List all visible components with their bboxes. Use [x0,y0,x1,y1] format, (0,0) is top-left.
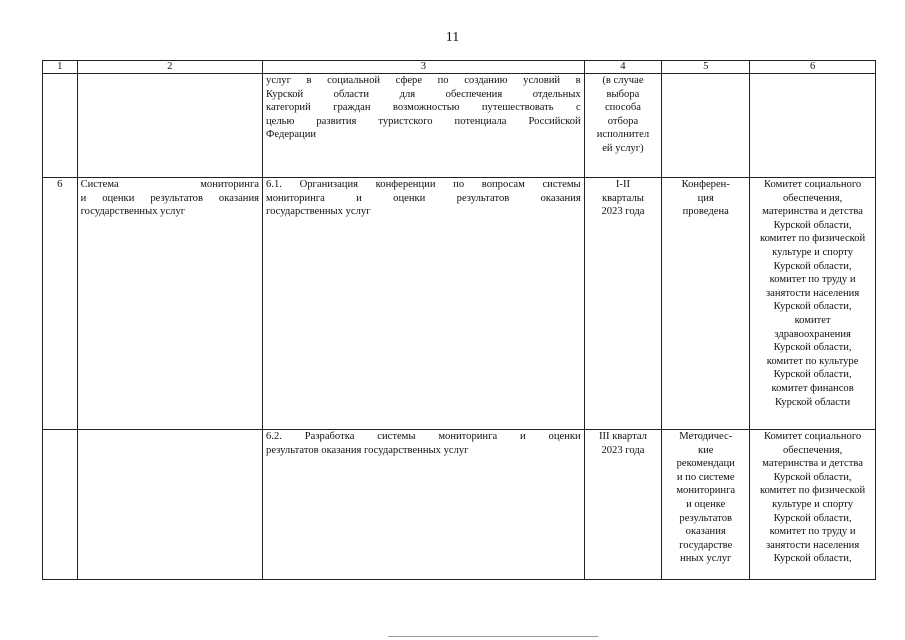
result-line: кие [697,444,714,456]
term-line: кварталы [602,192,644,204]
column-header: 6 [750,61,876,74]
executor-line: Курской области [775,396,851,408]
executor-line: комитет по физической [759,485,866,497]
executor-line: Курской области, [773,512,852,524]
executor-line: комитет по культуре [766,355,859,367]
plan-table [42,60,876,580]
row-name-cell [77,74,262,178]
action-line: результатов оказания государственных услуг [266,444,469,456]
action-line: категорий граждан возможностью путешествовать с [266,102,581,114]
executor-line: комитет по труду и [769,274,856,286]
result-line: Конферен- [681,179,730,190]
action-cell [263,430,585,580]
result-line: и оценке [686,498,726,510]
term-line: 2023 года [601,444,645,456]
name-line: и оценки результатов оказания [80,192,260,204]
executor-line: комитет финансов [771,382,854,394]
term-line: ей услуг) [602,142,644,154]
column-header: 3 [263,61,585,74]
row-name-cell [77,430,262,580]
result-line: проведена [682,206,729,218]
executor-line: Комитет социального [764,179,862,190]
term-line: исполнител [596,129,650,141]
row-number-cell [43,74,78,178]
term-cell [584,74,662,178]
action-line: 6.2. Разработка системы мониторинга и оценки [266,431,581,442]
row-number-cell [43,430,78,580]
action-line: мониторинга и оценки результатов оказания [266,192,581,204]
result-line: государстве [679,539,733,551]
executor-line: материнства и детства [762,206,863,218]
action-line: услуг в социальной сфере по созданию условий в [266,75,581,86]
action-line: государственных услуг [266,206,371,218]
executor-line: материнства и детства [762,458,863,470]
executor-line: Курской области, [773,342,852,354]
action-line: Федерации [266,129,317,141]
executor-line: Курской области, [773,219,852,231]
row-name-cell [77,178,262,430]
table-row-6-2 [43,430,876,580]
result-line: мониторинга [676,485,736,497]
executor-line: Комитет социального [764,431,862,442]
action-line: целью развития туристского потенциала Российской [266,115,581,127]
executor-line: обеспечения, [783,192,843,204]
executor-line: Курской области, [773,260,852,272]
executor-line: Курской области, [773,553,852,565]
executor-line: комитет по физической [759,233,866,245]
executor-cell [750,430,876,580]
result-line: рекомендаци [676,458,735,470]
term-line: I-II [615,179,631,190]
term-line: (в случае [602,75,644,86]
action-cell [263,178,585,430]
result-line: результатов [679,512,733,524]
name-line: Система мониторинга [80,179,260,190]
executor-cell [750,178,876,430]
result-cell [662,430,750,580]
result-line: нных услуг [680,553,732,565]
executor-line: занятости населения [765,287,860,299]
result-line: оказания [685,526,726,538]
executor-line: обеспечения, [783,444,843,456]
column-header: 4 [584,61,662,74]
action-line: 6.1. Организация конференции по вопросам системы [266,179,581,190]
executor-line: культуре и спорту [772,246,854,258]
table-row-6-1 [43,178,876,430]
executor-line: культуре и спорту [772,498,854,510]
column-number-row [43,61,876,74]
term-cell [584,178,662,430]
name-line: государственных услуг [80,206,186,218]
column-header: 2 [77,61,262,74]
executor-line: комитет [794,314,831,326]
page-edge-line [388,636,598,637]
row-number-cell: 6 [43,178,78,430]
executor-line: Курской области, [773,471,852,483]
executor-line: комитет по труду и [769,526,856,538]
term-cell [584,430,662,580]
term-line: выбора [606,88,640,100]
result-line: и по системе [676,471,735,483]
term-line: отбора [607,115,639,127]
executor-cell [750,74,876,178]
action-line: Курской области для обеспечения отдельных [266,88,581,100]
table-row-continuation [43,74,876,178]
result-cell [662,178,750,430]
executor-line: Курской области, [773,369,852,381]
term-line: III квартал [598,431,647,442]
column-header: 5 [662,61,750,74]
result-line: ция [697,192,714,204]
column-header: 1 [43,61,78,74]
term-line: способа [604,102,641,114]
result-cell [662,74,750,178]
term-line: 2023 года [601,206,645,218]
action-cell [263,74,585,178]
page-number: 11 [445,30,460,45]
executor-line: Курской области, [773,301,852,313]
result-line: Методичес- [679,431,733,442]
executor-line: здравоохранения [774,328,851,340]
executor-line: занятости населения [765,539,860,551]
